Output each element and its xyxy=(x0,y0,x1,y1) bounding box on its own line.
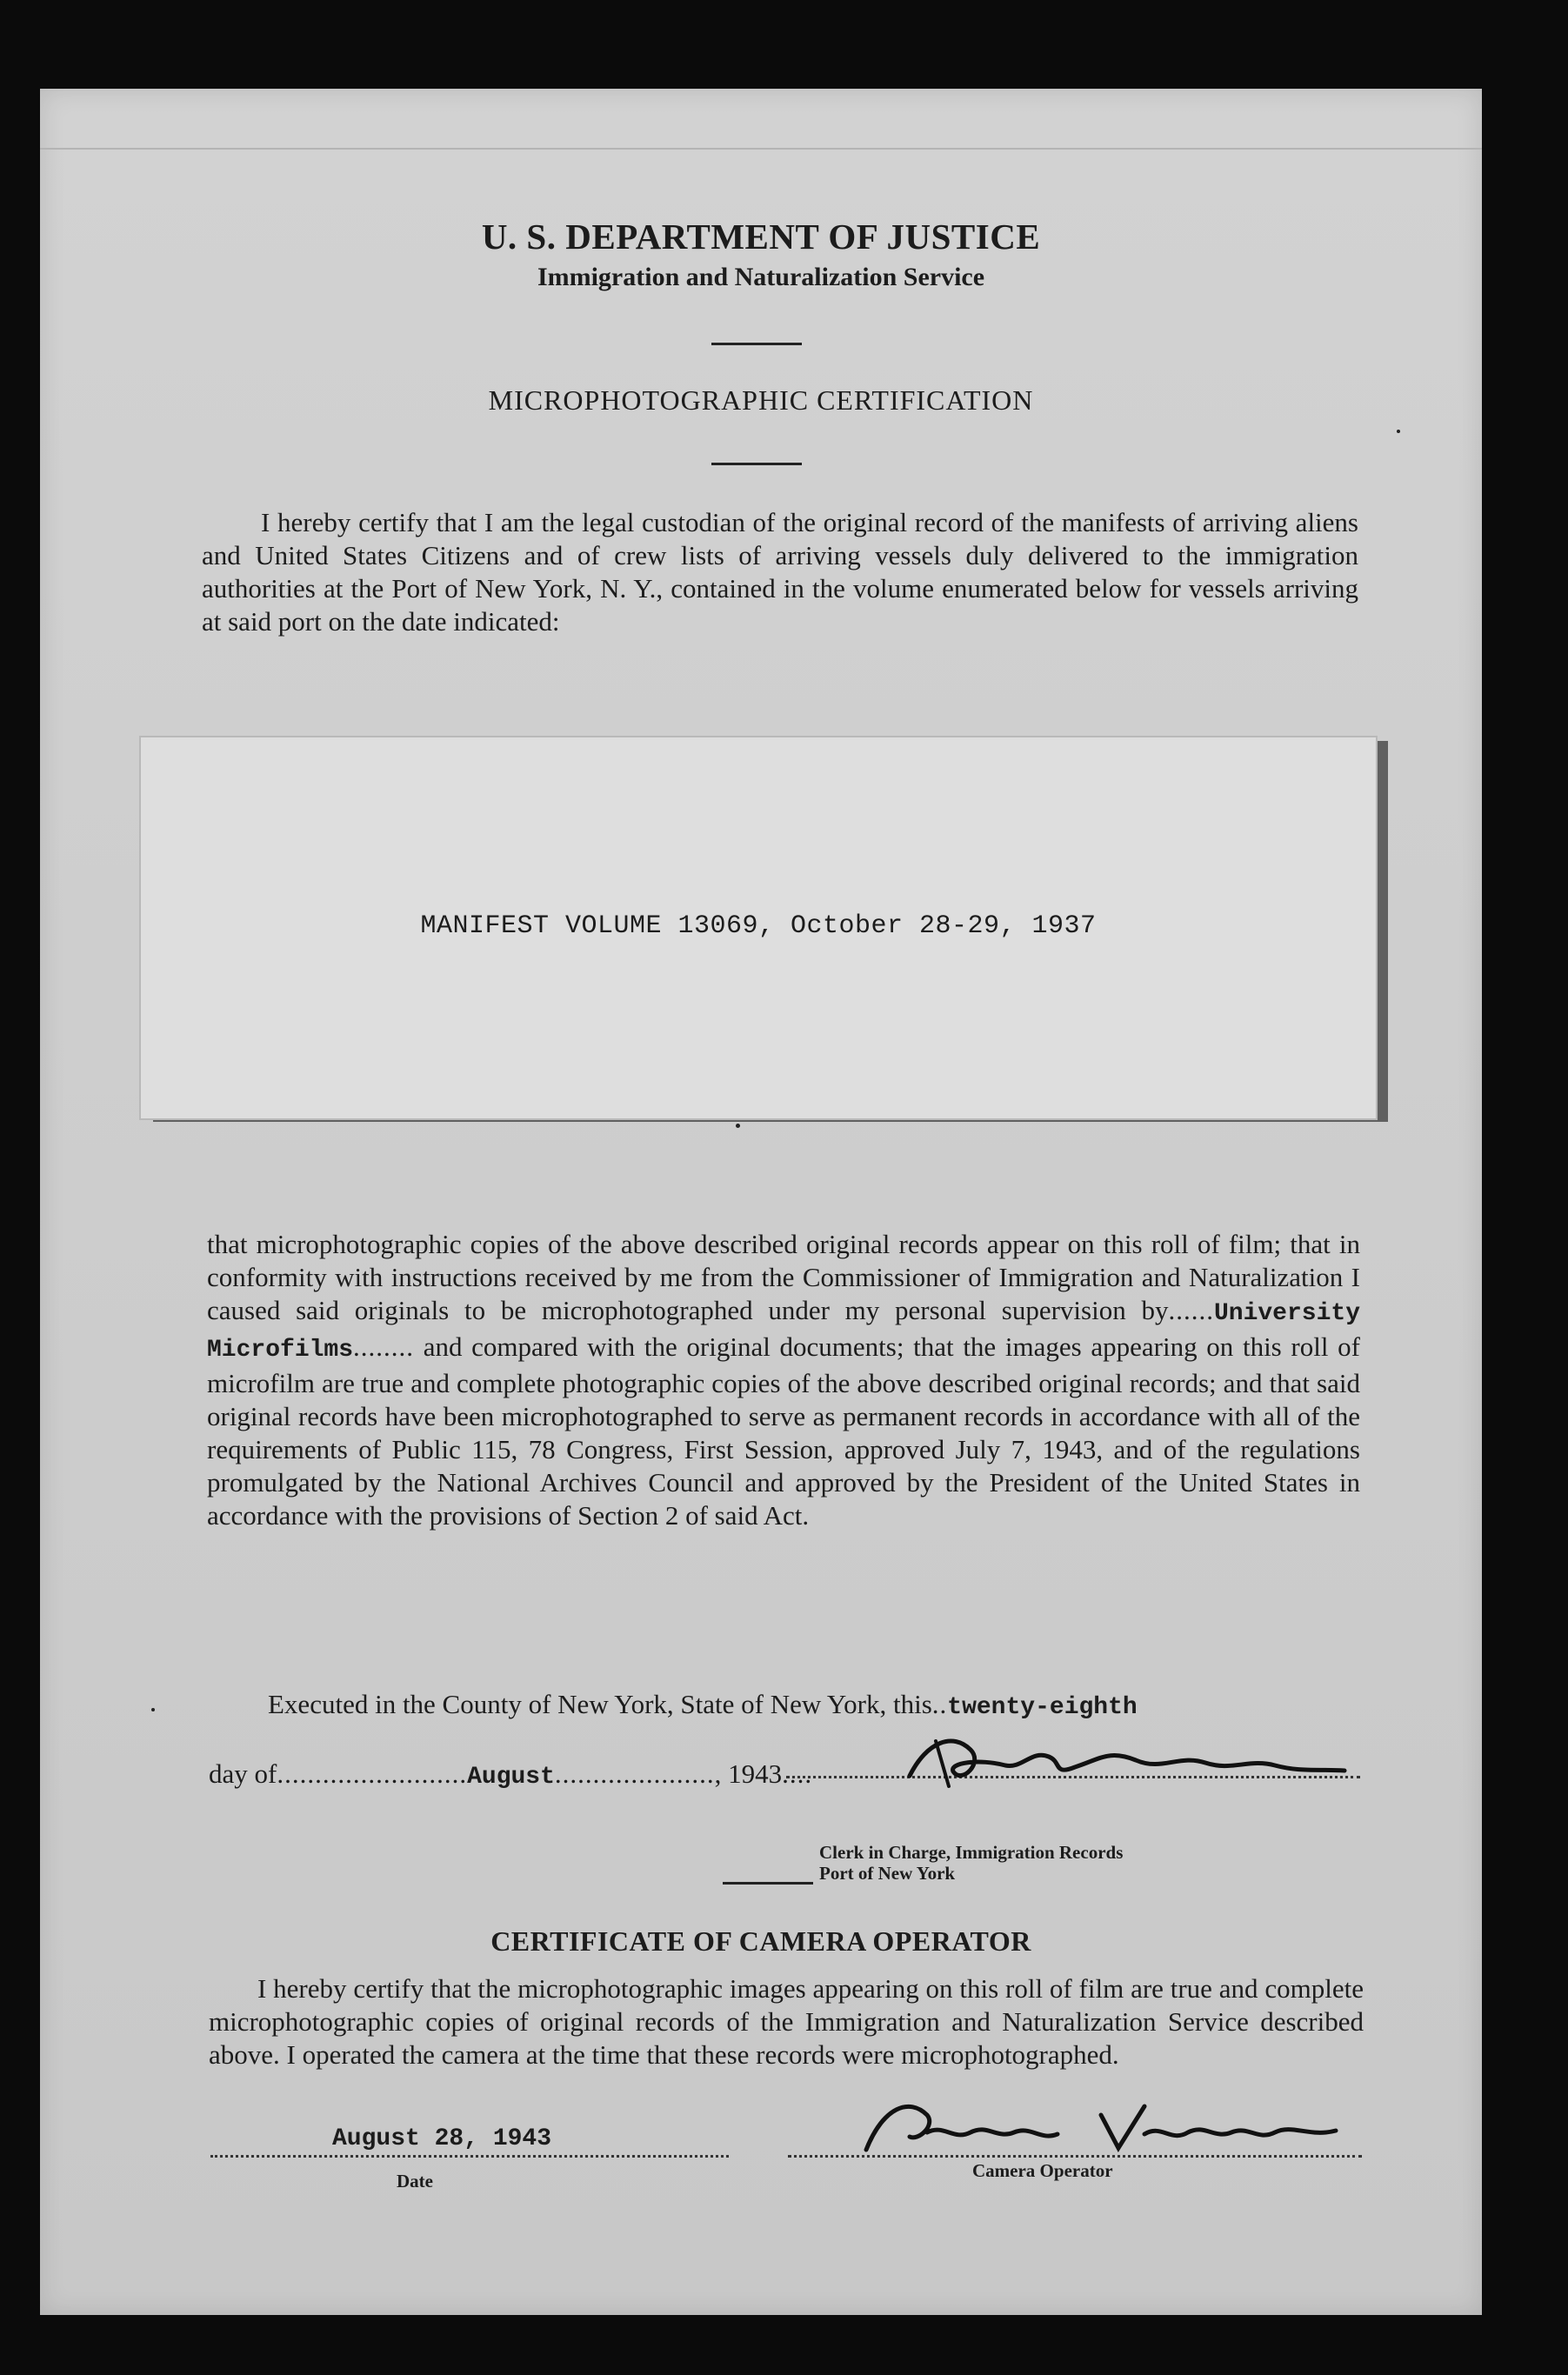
date-line xyxy=(210,2155,729,2158)
date-value: August 28, 1943 xyxy=(332,2125,552,2152)
dot-leader: .. xyxy=(931,1689,948,1719)
dot-leader: ...... xyxy=(1168,1295,1214,1325)
service-subheading: Immigration and Naturalization Service xyxy=(537,263,985,291)
dot-leader: ........ xyxy=(353,1331,415,1362)
clerk-caption-line2: Port of New York xyxy=(819,1863,956,1884)
manifest-volume-text: MANIFEST VOLUME 13069, October 28-29, 1937 xyxy=(420,911,1097,941)
divider-rule xyxy=(711,343,802,345)
certificate-sheet xyxy=(40,89,1482,2315)
day-of-line xyxy=(209,1758,812,1791)
day-value: twenty-eighth xyxy=(947,1694,1138,1721)
operator-signature xyxy=(849,2089,1353,2162)
filmed-by-value: University Microfilms xyxy=(207,1300,1360,1364)
date-caption: Date xyxy=(397,2171,433,2192)
clerk-signature xyxy=(901,1724,1353,1797)
execution-line xyxy=(268,1689,1138,1721)
clerk-caption xyxy=(819,1842,1123,1884)
clerk-caption-line1: Clerk in Charge, Immigration Records xyxy=(819,1842,1124,1863)
film-speck xyxy=(1397,430,1400,433)
body-text-part2: and compared with the original documents; that the images appearing on this roll of microfilm are true and complete photographic copies of the above described original records; and that said original records have been microphotographed to serve as permanent records in accordance with all of the requirements of Public 115, 78 Congress, First Session, approved July 7, 1943, and of the regulations promulgated by the National Archives Council and approved by the President of the United States in accordance with the provisions of Section 2 of said Act. xyxy=(207,1331,1360,1531)
camera-certificate-title: CERTIFICATE OF CAMERA OPERATOR xyxy=(490,1925,1031,1957)
body-text-part1: that microphotographic copies of the above described original records appear on this roll of film; that in conformity with instructions received by me from the Commissioner of Immigration and Naturalization I caused said originals to be microphotographed under my personal supervision by xyxy=(207,1229,1360,1325)
operator-caption: Camera Operator xyxy=(972,2160,1113,2181)
certification-title: MICROPHOTOGRAPHIC CERTIFICATION xyxy=(488,384,1034,416)
execution-prefix: Executed in the County of New York, State of New York, this xyxy=(268,1689,932,1719)
camera-certificate-paragraph: I hereby certify that the microphotographic images appearing on this roll of film are true and complete microphotographic copies of original records of the Immigration and Naturalization Service described above. I operated the camera at the time that these records were microphotographed. xyxy=(209,1973,1364,2070)
manifest-label-card xyxy=(139,736,1378,1120)
month-value: August xyxy=(467,1764,555,1791)
dot-leader: ..................... xyxy=(554,1758,715,1789)
department-heading: U. S. DEPARTMENT OF JUSTICE xyxy=(481,217,1041,257)
film-speck xyxy=(151,1708,155,1711)
dot-leader: ......................... xyxy=(277,1758,468,1789)
certification-body xyxy=(207,1228,1360,1532)
film-speck xyxy=(736,1124,740,1128)
day-of-label: day of xyxy=(209,1758,277,1789)
fold-line xyxy=(40,148,1482,150)
divider-rule xyxy=(711,463,802,465)
divider-rule xyxy=(723,1882,813,1885)
year-text: , 1943 xyxy=(714,1758,783,1789)
dot-leader: .... xyxy=(782,1758,813,1789)
intro-paragraph: I hereby certify that I am the legal custodian of the original record of the manifests of arriving aliens and United States Citizens and of crew lists of arriving vessels duly delivered to the immigration authorities at the Port of New York, N. Y., contained in the volume enumerated below for vessels arriving at said port on the date indicated: xyxy=(202,507,1358,637)
